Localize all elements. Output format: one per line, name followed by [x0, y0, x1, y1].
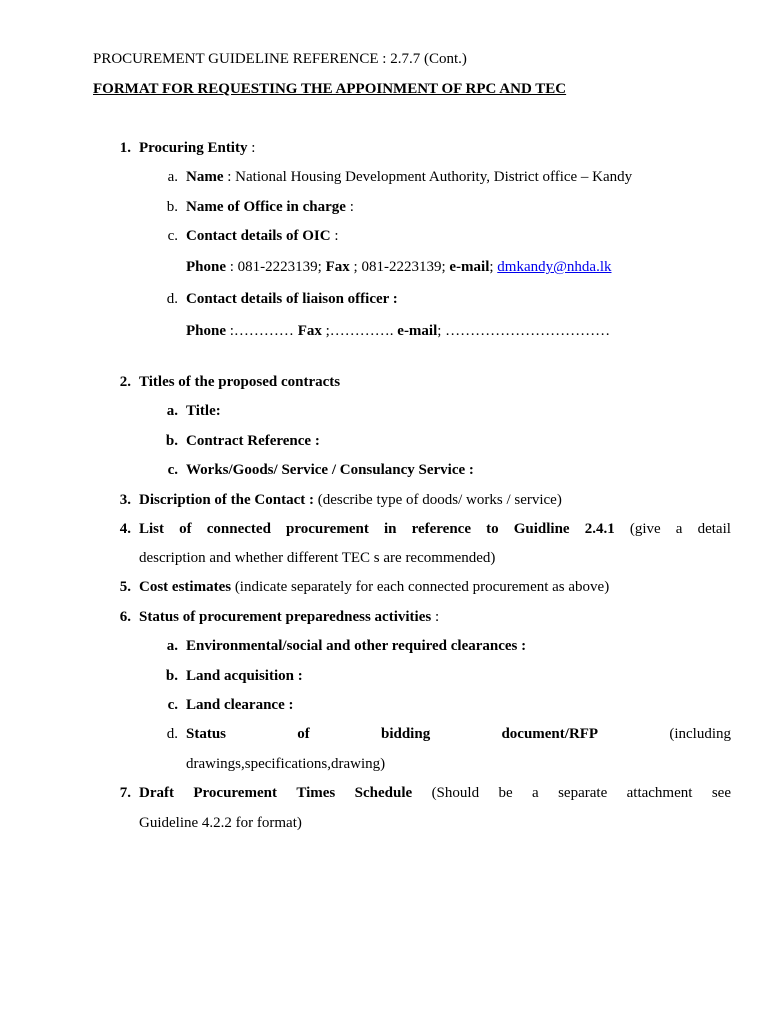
section-connected-procurement: List of connected procurement in reference to Guidline 2.4.1 (give a detail	[139, 521, 731, 537]
section-number: 5.	[119, 579, 131, 595]
liaison-phone-fax-email-line: Phone :………… Fax ;…………. e-mail; ……………………………	[186, 323, 611, 339]
document-title: FORMAT FOR REQUESTING THE APPOINMENT OF RPC AND TEC	[93, 81, 567, 97]
item-letter: c.	[167, 697, 178, 713]
contract-title-line: Title:	[186, 403, 221, 419]
section-number: 1.	[119, 140, 131, 156]
section-number: 7.	[119, 785, 131, 801]
section-number: 6.	[119, 609, 131, 625]
bidding-document-line: Status of bidding document/RFP (including	[186, 726, 731, 742]
item-letter: a.	[166, 403, 178, 419]
connected-procurement-continued: description and whether different TEC s are recommended)	[139, 550, 496, 566]
email-link[interactable]: dmkandy@nhda.lk	[497, 259, 612, 275]
liaison-officer-line: Contact details of liaison officer :	[186, 291, 398, 307]
oic-phone-fax-email-line: Phone : 081-2223139; Fax ; 081-2223139; e-mail; dmkandy@nhda.lk	[186, 259, 612, 275]
entity-name-line: Name : National Housing Development Authority, District office – Kandy	[186, 169, 633, 185]
section-cost-estimates: Cost estimates (indicate separately for each connected procurement as above)	[139, 579, 610, 595]
item-letter: d.	[166, 726, 178, 742]
section-preparedness-status: Status of procurement preparedness activities :	[139, 609, 440, 625]
bidding-document-continued: drawings,specifications,drawing)	[186, 756, 386, 772]
item-letter: b.	[166, 199, 178, 215]
land-acquisition-line: Land acquisition :	[186, 668, 303, 684]
section-draft-schedule: Draft Procurement Times Schedule (Should be a separate attachment see	[139, 785, 731, 801]
item-letter: a.	[166, 638, 178, 654]
item-letter: b.	[165, 668, 178, 684]
office-in-charge-line: Name of Office in charge :	[186, 199, 354, 215]
item-letter: c.	[167, 462, 178, 478]
section-description: Discription of the Contact : (describe type of doods/ works / service)	[139, 492, 562, 508]
oic-contact-line: Contact details of OIC :	[186, 228, 339, 244]
item-letter: a.	[167, 169, 178, 185]
section-titles-of-contracts: Titles of the proposed contracts	[139, 374, 341, 390]
land-clearance-line: Land clearance :	[186, 697, 294, 713]
clearances-line: Environmental/social and other required clearances :	[186, 638, 527, 654]
section-number: 3.	[119, 492, 131, 508]
section-number: 4.	[119, 521, 131, 537]
section-procuring-entity: Procuring Entity :	[139, 140, 256, 156]
contract-reference-line: Contract Reference :	[186, 433, 320, 449]
guideline-reference: PROCUREMENT GUIDELINE REFERENCE : 2.7.7 (Cont.)	[93, 51, 467, 67]
item-letter: b.	[165, 433, 178, 449]
item-letter: c.	[167, 228, 178, 244]
item-letter: d.	[166, 291, 178, 307]
section-label: Procuring Entity	[139, 140, 248, 156]
section-number: 2.	[119, 374, 131, 390]
draft-schedule-continued: Guideline 4.2.2 for format)	[139, 815, 302, 831]
contract-type-line: Works/Goods/ Service / Consulancy Service :	[186, 462, 474, 478]
